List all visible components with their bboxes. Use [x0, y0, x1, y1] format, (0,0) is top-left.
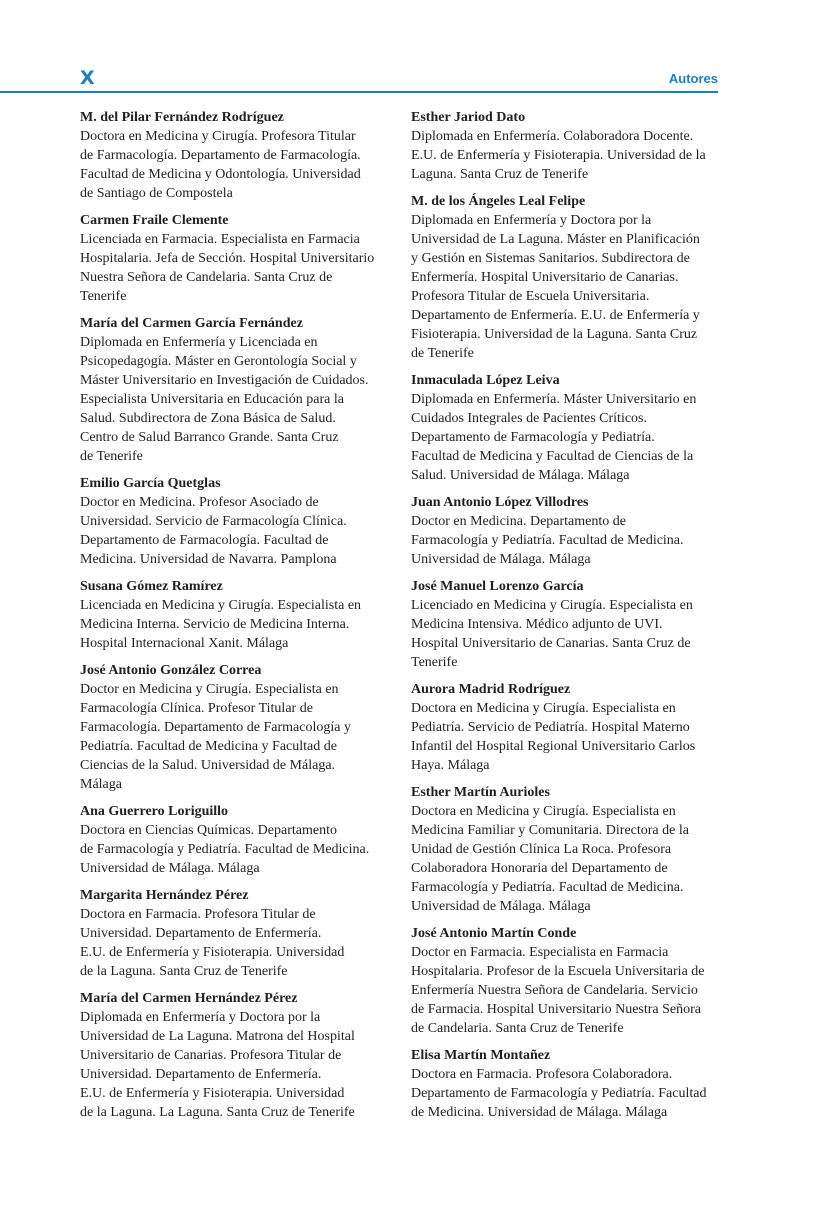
author-description: Doctora en Medicina y Cirugía. Especialista en Medicina Familiar y Comunitaria. Directora de la Unidad de Gestión Clínica La Roca. Profesora Colaboradora Honoraria del Departamento de Farmacología y Pediatría. Facultad de Medicina. Universidad de Málaga. Málaga — [411, 804, 689, 914]
author-name: José Manuel Lorenzo García — [411, 579, 584, 594]
author-name: Elisa Martín Montañez — [411, 1048, 551, 1063]
author-description: Diplomada en Enfermería. Máster Universitario en Cuidados Integrales de Pacientes Críticos. Departamento de Farmacología y Pediatría. Facultad de Medicina y Facultad de Ciencias de la Salud. Universidad de Málaga. Málaga — [411, 392, 697, 483]
author-name: Emilio García Quetglas — [80, 476, 221, 491]
page-number: X — [80, 67, 95, 89]
author-description: Diplomada en Enfermería y Doctora por la Universidad de La Laguna. Máster en Planificación y Gestión en Sistemas Sanitarios. Subdirectora de Enfermería. Hospital Universitario de Canarias. Profesora Titular de Escuela Universitaria. Departamento de Enfermería. E.U. de Enfermería y Fisioterapia. Universidad de la Laguna. Santa Cruz de Tenerife — [411, 213, 700, 361]
author-name: Aurora Madrid Rodríguez — [411, 682, 571, 697]
author-name: M. del Pilar Fernández Rodríguez — [80, 110, 284, 125]
author-description: Doctora en Farmacia. Profesora Colaboradora. Departamento de Farmacología y Pediatría. Facultad de Medicina. Universidad de Málaga. Málaga — [411, 1067, 707, 1120]
author-entry — [411, 783, 721, 916]
author-entry — [80, 314, 390, 466]
author-description: Doctor en Medicina y Cirugía. Especialista en Farmacología Clínica. Profesor Titular de Farmacología. Departamento de Farmacología y Pediatría. Facultad de Medicina y Facultad de Ciencias de la Salud. Universidad de Málaga. Málaga — [80, 682, 351, 792]
author-name: Ana Guerrero Loriguillo — [80, 804, 229, 819]
author-description: Licenciada en Farmacia. Especialista en Farmacia Hospitalaria. Jefa de Sección. Hospital Universitario Nuestra Señora de Candelaria. Santa Cruz de Tenerife — [80, 232, 375, 304]
author-description: Diplomada en Enfermería y Licenciada en Psicopedagogía. Máster en Gerontología Social y Máster Universitario en Investigación de Cuidados. Especialista Universitaria en Educación para la Salud. Subdirectora de Zona Básica de Salud. Centro de Salud Barranco Grande. Santa Cruz de Tenerife — [80, 335, 369, 464]
author-description: Doctora en Medicina y Cirugía. Especialista en Pediatría. Servicio de Pediatría. Hospital Materno Infantil del Hospital Regional Universitario Carlos Haya. Málaga — [411, 701, 696, 773]
author-entry — [411, 493, 721, 569]
author-name: Esther Martín Aurioles — [411, 785, 550, 800]
author-entry — [80, 802, 390, 878]
author-entry — [411, 371, 721, 485]
author-entry — [80, 886, 390, 981]
author-name: Margarita Hernández Pérez — [80, 888, 249, 903]
author-entry — [80, 989, 390, 1122]
author-entry — [411, 577, 721, 672]
author-description: Licenciado en Medicina y Cirugía. Especialista en Medicina Intensiva. Médico adjunto de UVI. Hospital Universitario de Canarias. Santa Cruz de Tenerife — [411, 598, 693, 670]
author-description: Diplomada en Enfermería. Colaboradora Docente. E.U. de Enfermería y Fisioterapia. Universidad de la Laguna. Santa Cruz de Tenerife — [411, 129, 706, 182]
author-entry — [411, 1046, 721, 1122]
author-name: Juan Antonio López Villodres — [411, 495, 589, 510]
author-description: Doctora en Medicina y Cirugía. Profesora Titular de Farmacología. Departamento de Farmacología. Facultad de Medicina y Odontología. Universidad de Santiago de Compostela — [80, 129, 361, 201]
author-description: Doctor en Medicina. Departamento de Farmacología y Pediatría. Facultad de Medicina. Universidad de Málaga. Málaga — [411, 514, 684, 567]
author-name: M. de los Ángeles Leal Felipe — [411, 194, 586, 209]
left-column — [80, 108, 390, 1130]
author-description: Doctor en Farmacia. Especialista en Farmacia Hospitalaria. Profesor de la Escuela Universitaria de Enfermería Nuestra Señora de Candelaria. Servicio de Farmacia. Hospital Universitario Nuestra Señora de Candelaria. Santa Cruz de Tenerife — [411, 945, 705, 1036]
author-name: José Antonio González Correa — [80, 663, 262, 678]
author-entry — [80, 661, 390, 794]
author-entry — [80, 108, 390, 203]
author-name: Susana Gómez Ramírez — [80, 579, 223, 594]
author-entry — [411, 108, 721, 184]
author-name: Esther Jariod Dato — [411, 110, 526, 125]
right-column — [411, 108, 721, 1130]
author-description: Doctor en Medicina. Profesor Asociado de Universidad. Servicio de Farmacología Clínica. Departamento de Farmacología. Facultad de Medicina. Universidad de Navarra. Pamplona — [80, 495, 347, 567]
author-entry — [80, 211, 390, 306]
author-entry — [411, 680, 721, 775]
header-divider — [0, 91, 718, 93]
author-entry — [80, 577, 390, 653]
author-name: Inmaculada López Leiva — [411, 373, 560, 388]
author-name: María del Carmen García Fernández — [80, 316, 303, 331]
author-entry — [80, 474, 390, 569]
author-name: José Antonio Martín Conde — [411, 926, 577, 941]
author-description: Doctora en Ciencias Químicas. Departamento de Farmacología y Pediatría. Facultad de Medicina. Universidad de Málaga. Málaga — [80, 823, 370, 876]
author-name: María del Carmen Hernández Pérez — [80, 991, 298, 1006]
section-title: Autores — [668, 71, 718, 86]
page-header — [0, 66, 718, 94]
author-description: Doctora en Farmacia. Profesora Titular de Universidad. Departamento de Enfermería. E.U. de Enfermería y Fisioterapia. Universidad de la Laguna. Santa Cruz de Tenerife — [80, 907, 345, 979]
author-description: Licenciada en Medicina y Cirugía. Especialista en Medicina Interna. Servicio de Medicina Interna. Hospital Internacional Xanit. Málaga — [80, 598, 362, 651]
author-name: Carmen Fraile Clemente — [80, 213, 229, 228]
author-description: Diplomada en Enfermería y Doctora por la Universidad de La Laguna. Matrona del Hospital Universitario de Canarias. Profesora Titular de Universidad. Departamento de Enfermería. E.U. de Enfermería y Fisioterapia. Universidad de la Laguna. La Laguna. Santa Cruz de Tenerife — [80, 1010, 355, 1120]
author-entry — [411, 192, 721, 363]
author-entry — [411, 924, 721, 1038]
